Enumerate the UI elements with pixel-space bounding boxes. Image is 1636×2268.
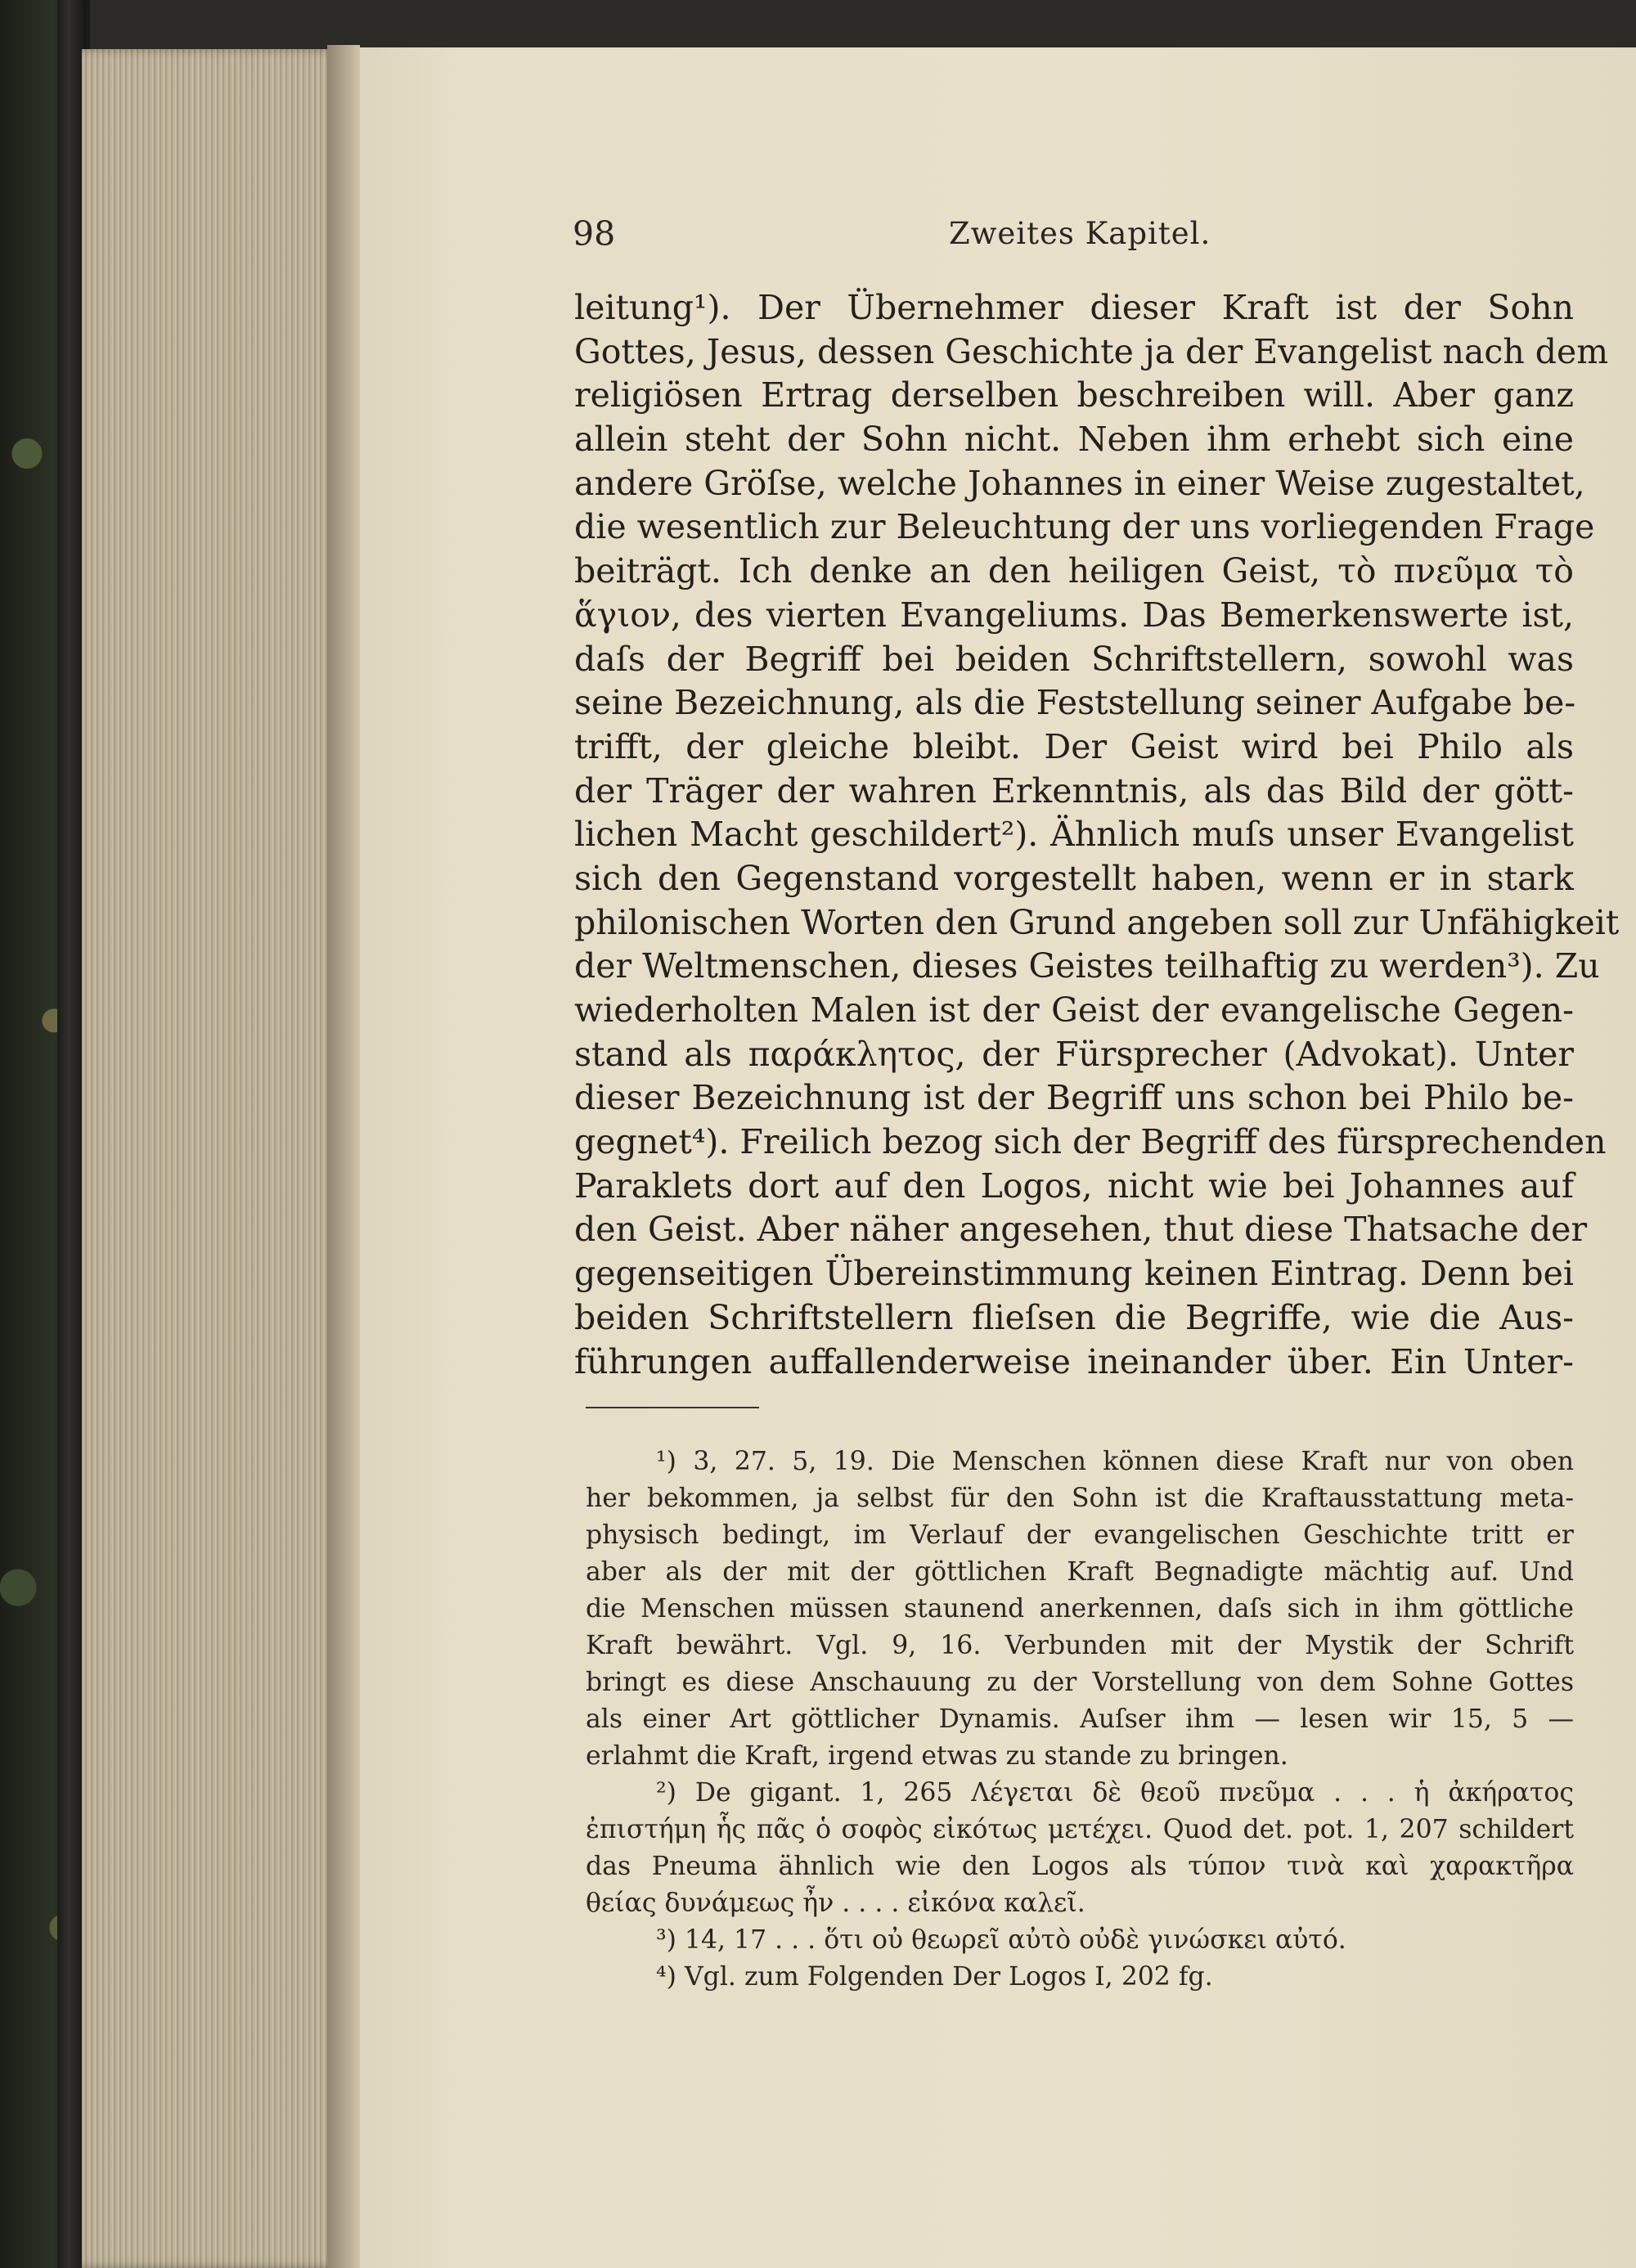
footnote-line: ¹) 3, 27. 5, 19. Die Menschen können diese Kraft nur von oben [656,1447,1574,1476]
body-line: stand als παράκλητος, der Fürsprecher (Advokat). Unter [574,1034,1574,1074]
body-line: der Träger der wahren Erkenntnis, als das Bild der gött- [574,770,1574,811]
page-stack-edges [82,49,352,2268]
footnote-line: das Pneuma ähnlich wie den Logos als τύπον τινὰ καὶ χαρακτῆρα [586,1852,1574,1881]
footnote-4 [586,1959,1574,1996]
footnote-line: ²) De gigant. 1, 265 Λέγεται δὲ θεοῦ πνεῦμα . . . ἡ ἀκήρατος [656,1778,1574,1808]
footnote-line: als einer Art göttlicher Dynamis. Auſser ihm — lesen wir 15, 5 — [586,1704,1574,1734]
page-number: 98 [573,214,616,254]
footnote-3 [586,1922,1574,1959]
footnote-line: ⁴) Vgl. zum Folgenden Der Logos I, 202 fg. [656,1962,1213,1992]
page-gutter [327,45,360,2268]
footnote-1 [586,1444,1574,1775]
page-header [573,214,1562,255]
footnote-line: bringt es diese Anschauung zu der Vorstellung von dem Sohne Gottes [586,1668,1574,1697]
footnote-line: θείας δυνάμεως ἦν . . . . εἰκόνα καλεῖ. [586,1889,1085,1918]
footnote-line: Kraft bewährt. Vgl. 9, 16. Verbunden mit der Mystik der Schrift [586,1631,1574,1660]
running-head: Zweites Kapitel. [949,216,1211,251]
body-line: dieser Bezeichnung ist der Begriff uns schon bei Philo be- [574,1078,1574,1118]
footnote-line: ³) 14, 17 . . . ὅτι οὐ θεωρεῖ αὐτὸ οὐδὲ γινώσκει αὐτό. [656,1925,1346,1955]
body-line: ἅγιον, des vierten Evangeliums. Das Bemerkenswerte ist, [574,595,1574,635]
body-line: philonischen Worten den Grund angeben soll zur Unfähigkeit [574,902,1620,942]
footnote-2 [586,1775,1574,1922]
body-line: den Geist. Aber näher angesehen, thut diese Thatsache der [574,1210,1588,1250]
body-line: Paraklets dort auf den Logos, nicht wie bei Johannes auf [574,1165,1574,1206]
body-line: lichen Macht geschildert²). Ähnlich muſs unser Evangelist [574,815,1574,855]
footnote-line: die Menschen müssen staunend anerkennen, daſs sich in ihm göttliche [586,1594,1574,1624]
body-line: beiträgt. Ich denke an den heiligen Geist, τὸ πνεῦμα τὸ [574,551,1574,591]
body-line: allein steht der Sohn nicht. Neben ihm erhebt sich eine [574,420,1574,460]
footnote-line: erlahmt die Kraft, irgend etwas zu stande zu bringen. [586,1741,1288,1771]
body-line: die wesentlich zur Beleuchtung der uns vorliegenden Frage [574,507,1595,547]
body-line: andere Gröſse, welche Johannes in einer Weise zugestaltet, [574,463,1585,503]
body-line: Gottes, Jesus, dessen Geschichte ja der Evangelist nach dem [574,331,1609,371]
body-line: gegenseitigen Übereinstimmung keinen Eintrag. Denn bei [574,1254,1574,1294]
body-line: religiösen Ertrag derselben beschreiben will. Aber ganz [574,375,1574,415]
footnotes [586,1444,1574,1996]
footnote-separator-rule [586,1407,759,1408]
body-line: daſs der Begriff bei beiden Schriftstellern, sowohl was [574,639,1574,679]
footnote-line: ἐπιστήμη ἧς πᾶς ὁ σοφὸς εἰκότως μετέχει. Quod det. pot. 1, 207 schildert [586,1815,1574,1844]
body-line: beiden Schriftstellern flieſsen die Begriffe, wie die Aus- [574,1297,1574,1337]
body-line: führungen auffallenderweise ineinander über. Ein Unter- [574,1341,1574,1381]
body-line: seine Bezeichnung, als die Feststellung seiner Aufgabe be- [574,683,1576,723]
body-line: der Weltmenschen, dieses Geistes teilhaftig zu werden³). Zu [574,946,1600,986]
body-line: gegnet⁴). Freilich bezog sich der Begriff des fürsprechenden [574,1122,1607,1162]
body-line: sich den Gegenstand vorgestellt haben, wenn er in stark [574,858,1574,898]
body-text [574,286,1620,1384]
footnote-line: aber als der mit der göttlichen Kraft Begnadigte mächtig auf. Und [586,1557,1574,1587]
body-line: wiederholten Malen ist der Geist der evangelische Gegen- [574,990,1574,1030]
body-line: leitung¹). Der Übernehmer dieser Kraft ist der Sohn [574,288,1574,327]
footnote-line: her bekommen, ja selbst für den Sohn ist die Kraftausstattung meta- [586,1484,1574,1513]
footnote-line: physisch bedingt, im Verlauf der evangelischen Geschichte tritt er [586,1520,1574,1550]
body-line: trifft, der gleiche bleibt. Der Geist wird bei Philo als [574,726,1574,766]
